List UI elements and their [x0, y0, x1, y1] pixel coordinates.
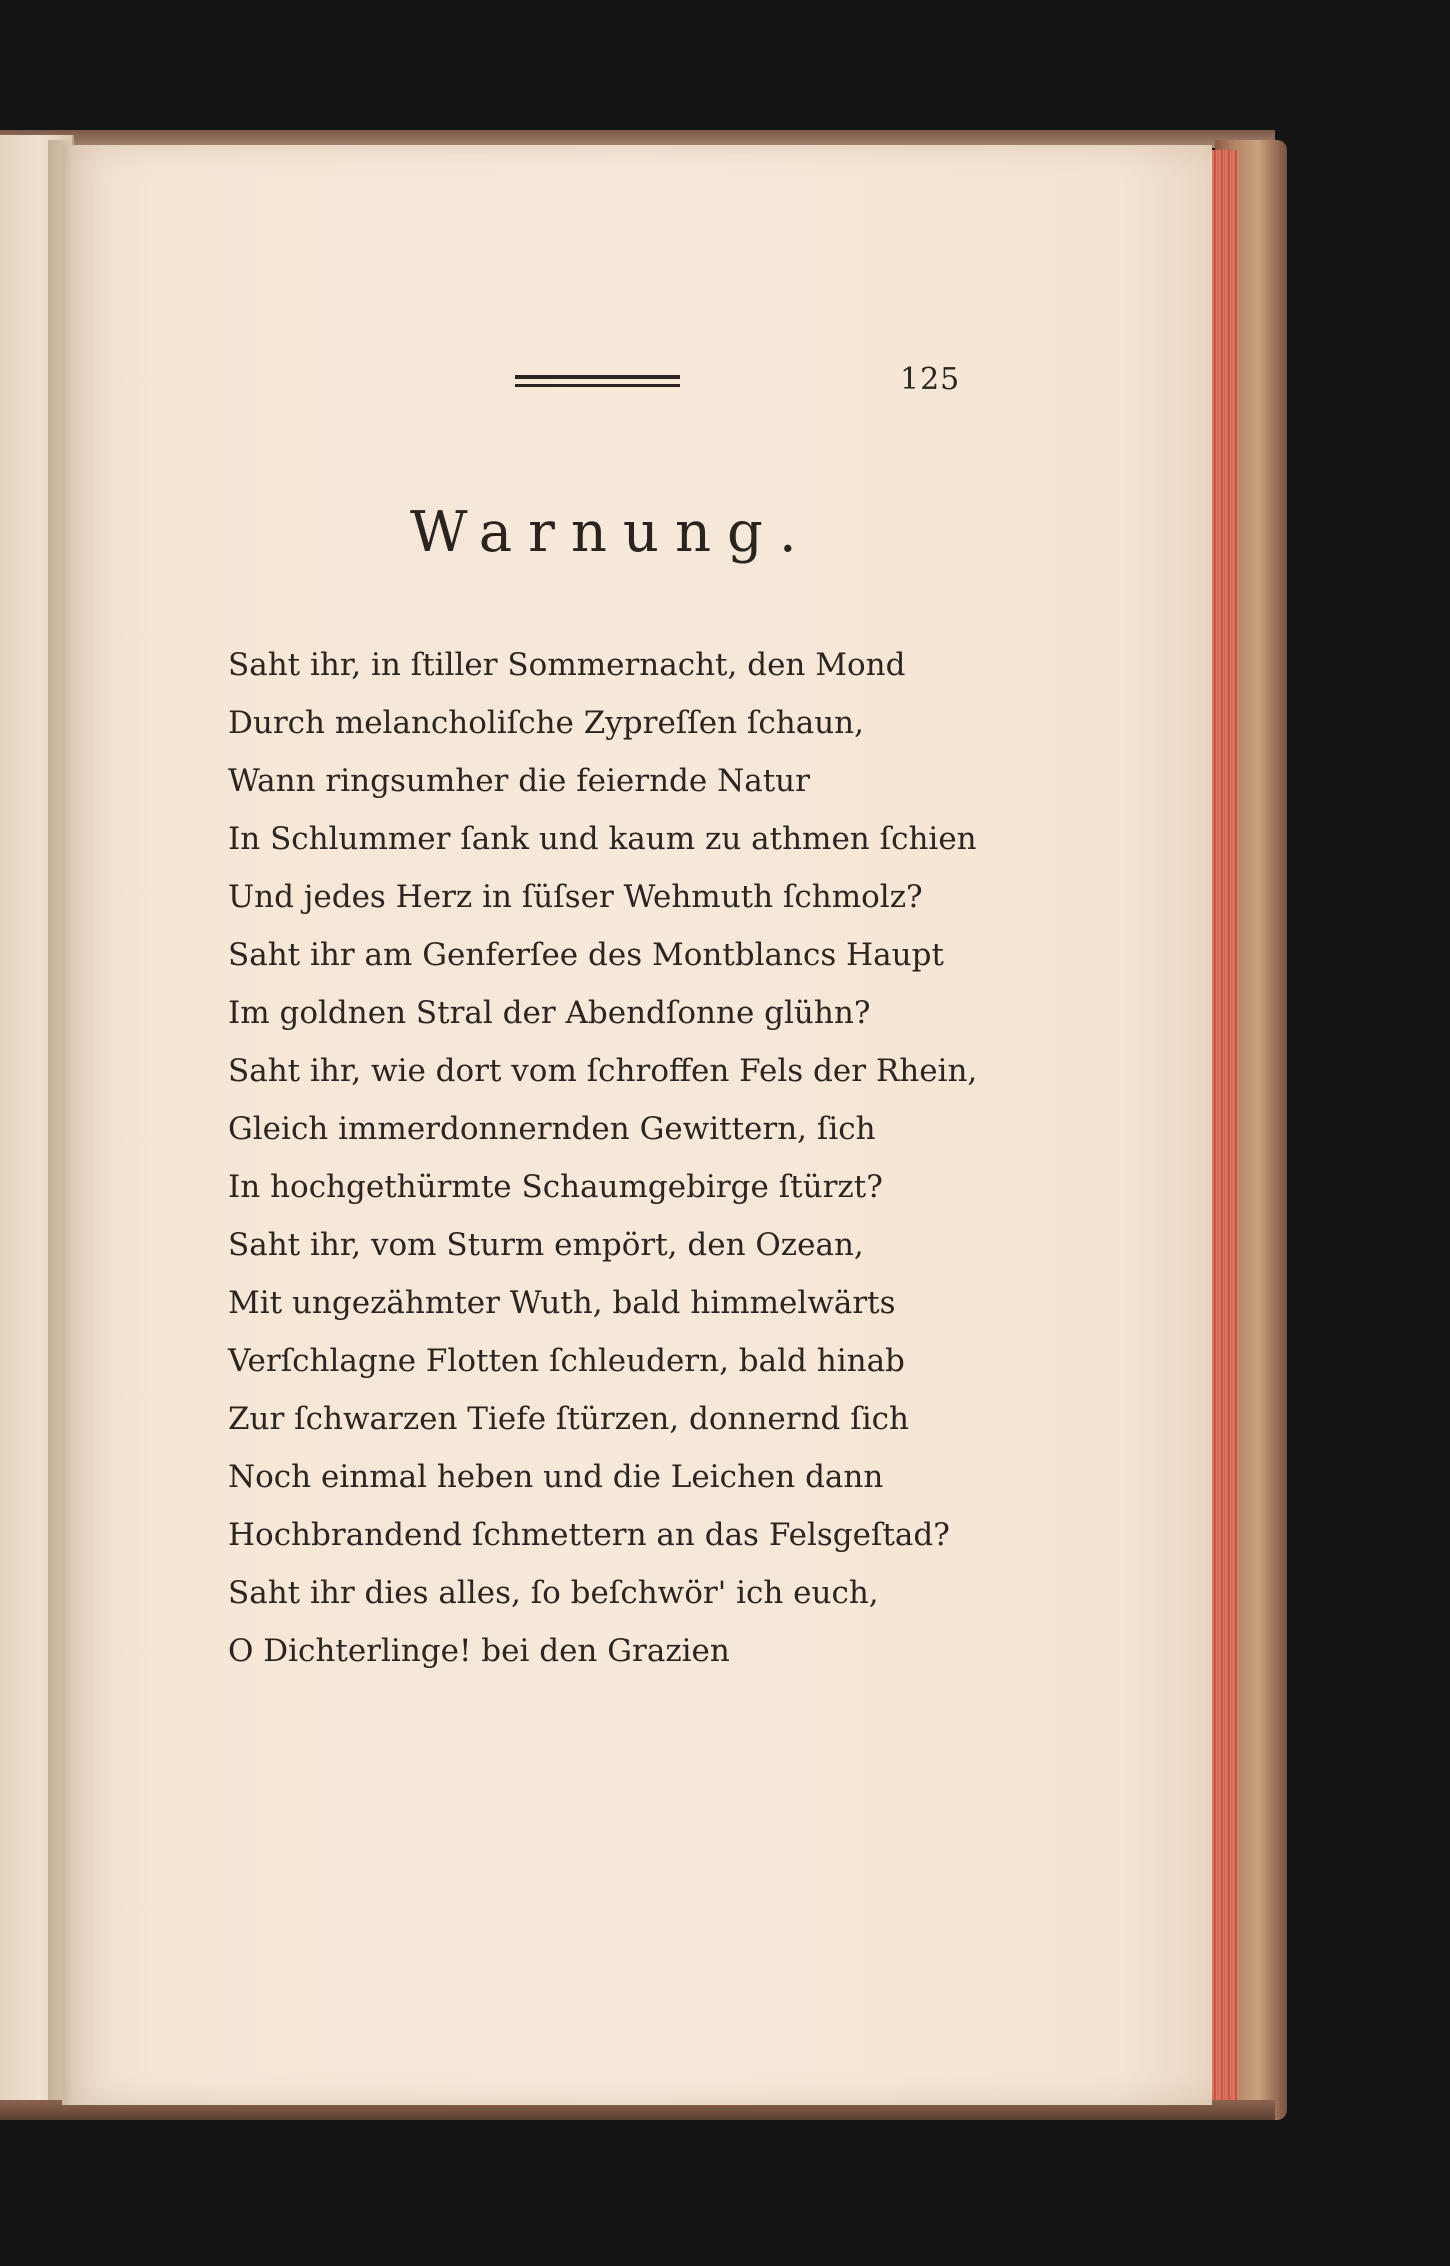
poem-line: Noch einmal heben und die Leichen dann: [228, 1459, 884, 1495]
poem-line: Mit ungezähmter Wuth, bald himmelwärts: [228, 1285, 896, 1321]
poem-line: Und jedes Herz in ſüſser Wehmuth ſchmolz?: [228, 879, 923, 915]
poem-line: In Schlummer ſank und kaum zu athmen ſchien: [228, 821, 977, 857]
poem-line: Saht ihr, in ſtiller Sommernacht, den Mond: [228, 647, 906, 683]
page-gutter: [48, 140, 72, 2105]
poem-line: Verſchlagne Flotten ſchleudern, bald hinab: [228, 1343, 905, 1379]
poem-line: Saht ihr, wie dort vom ſchroffen Fels der Rhein,: [228, 1053, 978, 1089]
poem-line: Saht ihr am Genferſee des Montblancs Haupt: [228, 937, 944, 973]
red-page-edges: [1210, 150, 1238, 2105]
poem-line: Wann ringsumher die feiernde Natur: [228, 763, 810, 799]
poem-line: Saht ihr, vom Sturm empört, den Ozean,: [228, 1227, 864, 1263]
poem-text: [228, 636, 1028, 1680]
poem-title: Warnung.: [410, 500, 813, 565]
header-rule: [515, 375, 680, 387]
page-number: 125: [900, 362, 961, 397]
poem-line: Durch melancholiſche Zypreſſen ſchaun,: [228, 705, 864, 741]
poem-line: Hochbrandend ſchmettern an das Felsgeſtad?: [228, 1517, 950, 1553]
poem-line: Zur ſchwarzen Tiefe ſtürzen, donnernd ſich: [228, 1401, 909, 1437]
poem-line: Gleich immerdonnernden Gewittern, ſich: [228, 1111, 876, 1147]
poem-line: Im goldnen Stral der Abendſonne glühn?: [228, 995, 871, 1031]
poem-line: In hochgethürmte Schaumgebirge ſtürzt?: [228, 1169, 883, 1205]
poem-line: Saht ihr dies alles, ſo beſchwör' ich euch,: [228, 1575, 879, 1611]
poem-line: O Dichterlinge! bei den Grazien: [228, 1633, 730, 1669]
